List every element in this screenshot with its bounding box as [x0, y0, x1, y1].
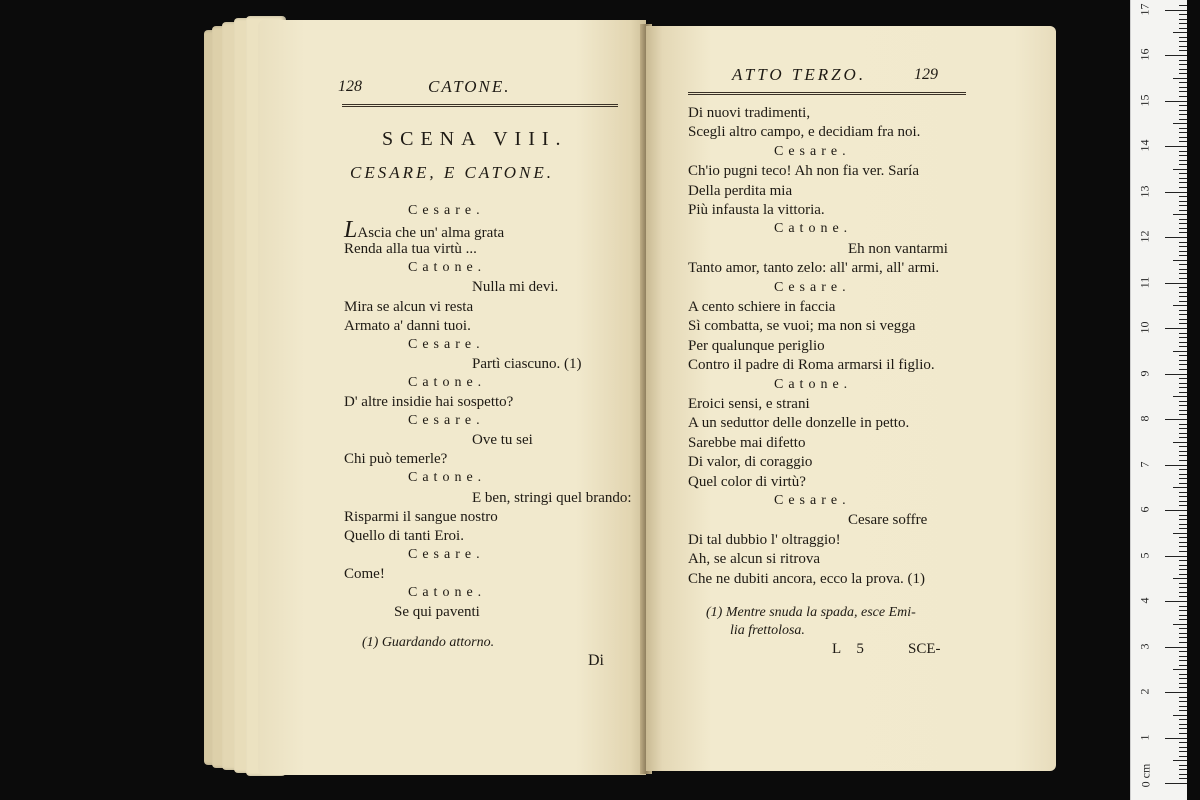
- ruler-tick: [1179, 242, 1187, 243]
- ruler-tick: [1179, 751, 1187, 752]
- measurement-ruler: [1130, 0, 1187, 800]
- ruler-tick: [1179, 319, 1187, 320]
- ruler-tick: [1173, 123, 1187, 124]
- verse-line: Tanto amor, tanto zelo: all' armi, all' armi.: [688, 260, 940, 277]
- verse-line: Di nuovi tradimenti,: [688, 105, 811, 121]
- ruler-tick: [1179, 50, 1187, 51]
- ruler-tick: [1179, 19, 1187, 20]
- ruler-tick: [1179, 60, 1187, 61]
- decorated-initial: L: [344, 217, 358, 244]
- ruler-tick: [1179, 46, 1187, 47]
- speaker-heading: Cesare.: [408, 413, 485, 429]
- ruler-tick: [1165, 10, 1187, 11]
- ruler-tick: [1179, 219, 1187, 220]
- ruler-tick: [1173, 32, 1187, 33]
- verse-line: Scegli altro campo, e decidiam fra noi.: [688, 124, 921, 141]
- verse-line: Cesare soffre: [848, 512, 928, 529]
- ruler-tick: [1179, 160, 1187, 161]
- ruler-tick: [1165, 374, 1187, 375]
- ruler-tick: [1179, 742, 1187, 743]
- ruler-tick: [1179, 255, 1187, 256]
- verse-line: Di valor, di coraggio: [688, 454, 813, 471]
- ruler-tick: [1179, 651, 1187, 652]
- verse-line: Più infausta la vittoria.: [688, 202, 825, 218]
- ruler-tick: [1179, 383, 1187, 384]
- ruler-tick: [1179, 660, 1187, 661]
- ruler-tick: [1179, 360, 1187, 361]
- signature-mark: L 5: [832, 641, 870, 657]
- speaker-heading: Cesare.: [774, 143, 851, 159]
- verse-line: Come!: [344, 565, 385, 582]
- ruler-tick: [1179, 615, 1187, 616]
- ruler-number: 5: [1137, 552, 1152, 558]
- ruler-tick: [1179, 292, 1187, 293]
- ruler-tick: [1179, 337, 1187, 338]
- ruler-tick: [1179, 128, 1187, 129]
- ruler-number: 9: [1137, 370, 1152, 376]
- ruler-tick: [1173, 351, 1187, 352]
- ruler-tick: [1179, 14, 1187, 15]
- verse-line: Quello di tanti Eroi.: [344, 527, 464, 544]
- ruler-number: 1: [1137, 734, 1152, 740]
- ruler-tick: [1179, 355, 1187, 356]
- verse-line: Per qualunque periglio: [688, 337, 825, 354]
- ruler-tick: [1173, 260, 1187, 261]
- catchword-left: Di: [588, 652, 604, 669]
- verse-line: Sì combatta, se vuoi; ma non si vegga: [688, 318, 916, 335]
- verse-line: Partì ciascuno. (1): [472, 355, 582, 372]
- ruler-tick: [1173, 715, 1187, 716]
- ruler-tick: [1179, 114, 1187, 115]
- ruler-number: 10: [1137, 321, 1152, 334]
- verse-line: E ben, stringi quel brando:: [472, 489, 632, 506]
- speaker-heading: Catone.: [408, 374, 487, 390]
- ruler-tick: [1179, 424, 1187, 425]
- verse-line: Mira se alcun vi resta: [344, 298, 474, 315]
- ruler-tick: [1179, 82, 1187, 83]
- ruler-tick: [1173, 624, 1187, 625]
- ruler-tick: [1179, 182, 1187, 183]
- speaker-heading: Catone.: [408, 470, 487, 486]
- ruler-tick: [1179, 546, 1187, 547]
- ruler-tick: [1179, 73, 1187, 74]
- page-number-left: 128: [338, 78, 362, 95]
- ruler-tick: [1179, 387, 1187, 388]
- ruler-tick: [1179, 560, 1187, 561]
- ruler-tick: [1179, 583, 1187, 584]
- ruler-number: 17: [1137, 3, 1152, 15]
- ruler-tick: [1179, 478, 1187, 479]
- ruler-tick: [1173, 669, 1187, 670]
- ruler-tick: [1179, 596, 1187, 597]
- ruler-number: 7: [1137, 461, 1152, 467]
- ruler-tick: [1179, 769, 1187, 770]
- ruler-tick: [1179, 701, 1187, 702]
- ruler-tick: [1179, 37, 1187, 38]
- speaker-heading: Cesare.: [774, 279, 851, 295]
- speaker-heading: Cesare.: [408, 336, 485, 352]
- ruler-tick: [1179, 505, 1187, 506]
- ruler-tick: [1179, 410, 1187, 411]
- ruler-tick: [1179, 565, 1187, 566]
- ruler-tick: [1179, 606, 1187, 607]
- ruler-tick: [1179, 401, 1187, 402]
- ruler-tick: [1179, 656, 1187, 657]
- ruler-tick: [1179, 469, 1187, 470]
- ruler-tick: [1179, 296, 1187, 297]
- ruler-number: 16: [1137, 48, 1152, 61]
- ruler-tick: [1179, 569, 1187, 570]
- ruler-tick: [1179, 205, 1187, 206]
- ruler-number: 4: [1137, 597, 1152, 604]
- ruler-tick: [1179, 223, 1187, 224]
- ruler-tick: [1179, 501, 1187, 502]
- ruler-tick: [1165, 146, 1187, 147]
- ruler-tick: [1179, 228, 1187, 229]
- ruler-tick: [1165, 510, 1187, 511]
- ruler-number: 14: [1137, 139, 1152, 152]
- ruler-tick: [1179, 628, 1187, 629]
- running-head-right: ATTO TERZO.: [732, 65, 867, 84]
- ruler-tick: [1179, 414, 1187, 415]
- ruler-tick: [1173, 169, 1187, 170]
- verse-line: Eroici sensi, e strani: [688, 396, 810, 412]
- ruler-tick: [1179, 155, 1187, 156]
- ruler-tick: [1179, 278, 1187, 279]
- ruler-tick: [1179, 706, 1187, 707]
- ornamental-rule: [688, 92, 966, 95]
- verse-text: Ascia che un' alma grata: [357, 225, 505, 242]
- ruler-tick: [1179, 687, 1187, 688]
- ruler-number: 6: [1137, 506, 1152, 513]
- ruler-tick: [1173, 78, 1187, 79]
- ornamental-rule: [342, 104, 618, 107]
- ruler-tick: [1179, 137, 1187, 138]
- verse-line-with-initial: [344, 217, 505, 244]
- ruler-tick: [1179, 141, 1187, 142]
- ruler-tick: [1179, 64, 1187, 65]
- ruler-tick: [1179, 496, 1187, 497]
- speaker-heading: Cesare.: [408, 203, 485, 218]
- ruler-tick: [1179, 610, 1187, 611]
- ruler-tick: [1179, 96, 1187, 97]
- ruler-tick: [1179, 310, 1187, 311]
- ruler-tick: [1179, 683, 1187, 684]
- ruler-number: 13: [1137, 185, 1152, 197]
- ruler-tick: [1179, 765, 1187, 766]
- footnote-right-line1: (1) Mentre snuda la spada, esce Emi-: [706, 605, 916, 620]
- ruler-tick: [1179, 437, 1187, 438]
- ruler-tick: [1179, 428, 1187, 429]
- ruler-tick: [1179, 110, 1187, 111]
- verse-line: Armato a' danni tuoi.: [344, 317, 471, 334]
- ruler-tick: [1179, 251, 1187, 252]
- ruler-tick: [1165, 556, 1187, 557]
- ruler-tick: [1179, 346, 1187, 347]
- ruler-tick: [1179, 619, 1187, 620]
- ruler-tick: [1179, 378, 1187, 379]
- ruler-tick: [1179, 665, 1187, 666]
- ruler-tick: [1179, 515, 1187, 516]
- ruler-tick: [1179, 392, 1187, 393]
- ruler-tick: [1179, 5, 1187, 6]
- ruler-tick: [1165, 647, 1187, 648]
- ruler-tick: [1173, 396, 1187, 397]
- verse-line: Chi può temerle?: [344, 451, 448, 468]
- ruler-tick: [1179, 273, 1187, 274]
- ruler-tick: [1179, 710, 1187, 711]
- ruler-tick: [1179, 151, 1187, 152]
- verse-line: Della perdita mia: [688, 182, 793, 199]
- ruler-tick: [1179, 537, 1187, 538]
- verse-line: Sarebbe mai difetto: [688, 434, 806, 451]
- ruler-tick: [1179, 301, 1187, 302]
- verse-line: Di tal dubbio l' oltraggio!: [688, 531, 841, 548]
- ruler-tick: [1179, 178, 1187, 179]
- ruler-tick: [1179, 23, 1187, 24]
- speaker-heading: Cesare.: [774, 493, 851, 508]
- verse-line: Se qui paventi: [394, 604, 480, 621]
- ruler-tick: [1179, 91, 1187, 92]
- ruler-tick: [1165, 601, 1187, 602]
- ruler-number: 3: [1137, 643, 1152, 649]
- footnote-left: (1) Guardando attorno.: [362, 635, 495, 650]
- ruler-tick: [1165, 465, 1187, 466]
- ruler-tick: [1165, 237, 1187, 238]
- verse-line: Nulla mi devi.: [472, 279, 559, 296]
- ruler-tick: [1179, 747, 1187, 748]
- ruler-tick: [1165, 419, 1187, 420]
- ruler-tick: [1179, 164, 1187, 165]
- speaker-heading: Catone.: [408, 260, 487, 276]
- ruler-tick: [1173, 487, 1187, 488]
- verse-line: Eh non vantarmi: [848, 240, 948, 257]
- ruler-tick: [1179, 369, 1187, 370]
- ruler-tick: [1179, 455, 1187, 456]
- ruler-tick: [1179, 724, 1187, 725]
- ruler-tick: [1173, 442, 1187, 443]
- ruler-tick: [1179, 433, 1187, 434]
- ruler-tick: [1179, 105, 1187, 106]
- speaker-heading: Cesare.: [408, 546, 485, 562]
- speaker-heading: Catone.: [774, 376, 853, 392]
- ruler-tick: [1165, 192, 1187, 193]
- verse-line: Contro il padre di Roma armarsi il figlio.: [688, 357, 935, 374]
- verse-line: Quel color di virtù?: [688, 473, 806, 490]
- ruler-tick: [1179, 637, 1187, 638]
- ruler-tick: [1179, 678, 1187, 679]
- ruler-tick: [1179, 492, 1187, 493]
- ruler-tick: [1179, 451, 1187, 452]
- ruler-tick: [1179, 446, 1187, 447]
- ruler-tick: [1173, 760, 1187, 761]
- ruler-number: 11: [1137, 276, 1152, 288]
- ruler-tick: [1179, 232, 1187, 233]
- ruler-tick: [1179, 587, 1187, 588]
- ruler-tick: [1179, 210, 1187, 211]
- right-page: [646, 26, 1056, 771]
- ruler-tick: [1179, 323, 1187, 324]
- catchword-right: SCE-: [908, 641, 941, 657]
- verse-line: Che ne dubiti ancora, ecco la prova. (1): [688, 570, 925, 587]
- ruler-tick: [1179, 474, 1187, 475]
- ruler-tick: [1165, 101, 1187, 102]
- ruler-tick: [1179, 196, 1187, 197]
- ruler-tick: [1179, 697, 1187, 698]
- ruler-tick: [1179, 132, 1187, 133]
- verse-line: Ove tu sei: [472, 432, 533, 449]
- verse-line: D' altre insidie hai sospetto?: [344, 394, 514, 410]
- ruler-tick: [1179, 483, 1187, 484]
- verse-line: Ah, se alcun si ritrova: [688, 551, 821, 568]
- ruler-tick: [1165, 55, 1187, 56]
- ruler-tick: [1179, 733, 1187, 734]
- ruler-tick: [1173, 578, 1187, 579]
- ruler-tick: [1179, 405, 1187, 406]
- verse-line: Risparmi il sangue nostro: [344, 508, 498, 525]
- ruler-tick: [1165, 738, 1187, 739]
- ruler-tick: [1179, 674, 1187, 675]
- ruler-tick: [1165, 283, 1187, 284]
- ruler-tick: [1179, 574, 1187, 575]
- ruler-unit-label: 0 cm: [1138, 763, 1153, 788]
- ruler-tick: [1165, 783, 1187, 784]
- ruler-tick: [1179, 28, 1187, 29]
- scene-characters: CESARE, E CATONE.: [350, 163, 554, 182]
- ruler-tick: [1179, 269, 1187, 270]
- ruler-tick: [1173, 214, 1187, 215]
- ruler-tick: [1179, 519, 1187, 520]
- ruler-tick: [1179, 774, 1187, 775]
- speaker-heading: Catone.: [774, 221, 853, 237]
- ruler-tick: [1179, 201, 1187, 202]
- ruler-tick: [1179, 314, 1187, 315]
- ruler-tick: [1179, 87, 1187, 88]
- ruler-tick: [1179, 633, 1187, 634]
- speaker-heading: Catone.: [408, 585, 487, 600]
- page-number-right: 129: [914, 66, 938, 83]
- ruler-tick: [1179, 778, 1187, 779]
- ruler-tick: [1179, 728, 1187, 729]
- ruler-tick: [1179, 756, 1187, 757]
- left-page: [258, 20, 646, 775]
- ruler-tick: [1179, 642, 1187, 643]
- ruler-tick: [1179, 246, 1187, 247]
- footnote-right-line2: lia frettolosa.: [730, 623, 805, 638]
- ruler-tick: [1179, 528, 1187, 529]
- ruler-tick: [1179, 342, 1187, 343]
- ruler-number: 15: [1137, 94, 1152, 106]
- ruler-tick: [1179, 333, 1187, 334]
- ruler-tick: [1173, 305, 1187, 306]
- running-head-left: CATONE.: [428, 77, 511, 96]
- ruler-tick: [1179, 264, 1187, 265]
- ruler-number: 8: [1137, 415, 1152, 422]
- ruler-tick: [1179, 364, 1187, 365]
- ruler-tick: [1179, 69, 1187, 70]
- ruler-tick: [1179, 119, 1187, 120]
- ruler-tick: [1179, 719, 1187, 720]
- ruler-number: 2: [1137, 688, 1152, 695]
- ruler-tick: [1179, 41, 1187, 42]
- ruler-tick: [1179, 187, 1187, 188]
- ruler-number: 12: [1137, 230, 1152, 243]
- ruler-tick: [1165, 328, 1187, 329]
- verse-line: Renda alla tua virtù ...: [344, 241, 477, 258]
- ruler-tick: [1179, 287, 1187, 288]
- ruler-tick: [1179, 551, 1187, 552]
- ruler-tick: [1165, 692, 1187, 693]
- ruler-tick: [1179, 592, 1187, 593]
- verse-line: A un seduttor delle donzelle in petto.: [688, 415, 910, 432]
- ruler-tick: [1173, 533, 1187, 534]
- ruler-tick: [1179, 173, 1187, 174]
- verse-line: Ch'io pugni teco! Ah non fia ver. Saría: [688, 163, 919, 180]
- ruler-tick: [1179, 542, 1187, 543]
- ruler-tick: [1179, 460, 1187, 461]
- ruler-tick: [1179, 524, 1187, 525]
- verse-line: A cento schiere in faccia: [688, 299, 836, 315]
- scene-title: SCENA VIII.: [382, 128, 568, 150]
